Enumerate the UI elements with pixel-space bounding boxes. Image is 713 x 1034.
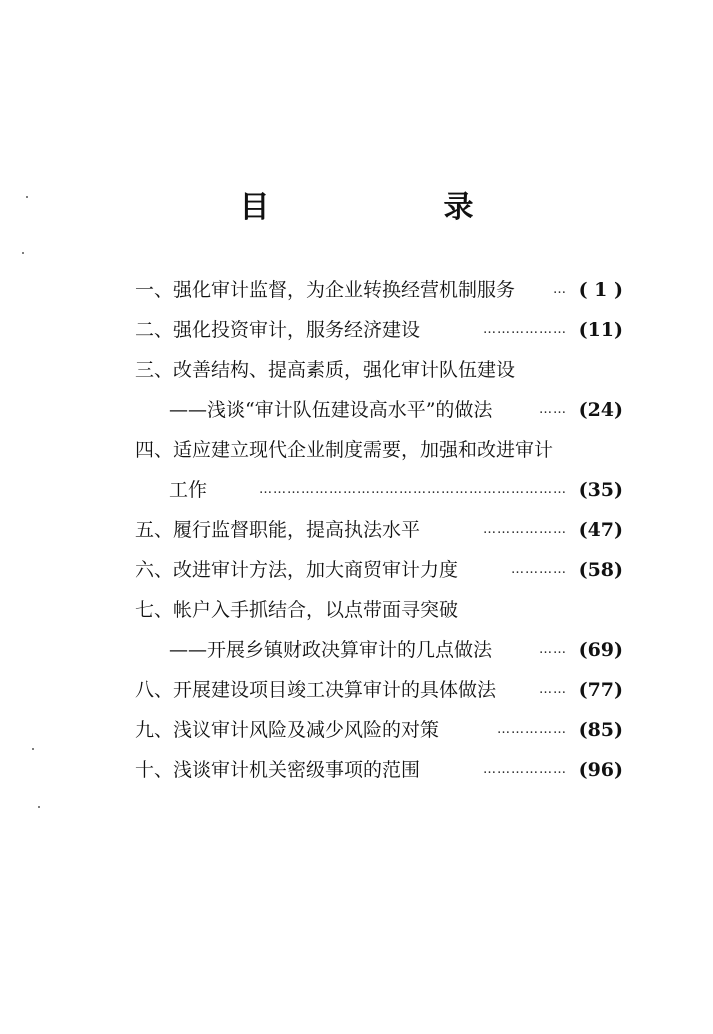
toc-entry-subtitle: ——开展乡镇财政决算审计的几点做法 <box>169 639 493 661</box>
toc-page-number: (35) <box>575 470 623 510</box>
toc-leader-dots: …… <box>539 402 567 417</box>
toc-entry-2[interactable] <box>135 310 623 350</box>
scan-speck <box>26 196 28 198</box>
toc-page-number: (47) <box>575 510 623 550</box>
page-title: 目 录 <box>239 190 546 225</box>
toc-leader-dots: …………… <box>497 722 567 737</box>
toc-page-number: ( 1 ) <box>575 270 623 310</box>
toc-entry-8[interactable] <box>135 670 623 710</box>
toc-entry-title: 四、适应建立现代企业制度需要，加强和改进审计 <box>135 439 554 461</box>
toc-entry-title: 九、浅议审计风险及减少风险的对策 <box>135 719 440 741</box>
toc-leader-dots: ………………………………………………………… <box>259 482 567 497</box>
toc-entry-title: 八、开展建设项目竣工决算审计的具体做法 <box>135 679 497 701</box>
toc-leader-dots: ……………… <box>483 522 567 537</box>
toc-entry-title: 七、帐户入手抓结合，以点带面寻突破 <box>135 599 459 621</box>
toc-entry-7-subtitle[interactable] <box>135 630 623 670</box>
toc-entry-title-continuation: 工作 <box>169 479 208 501</box>
toc-entry-title: 一、强化审计监督，为企业转换经营机制服务 <box>135 279 516 301</box>
toc-page-number: (58) <box>575 550 623 590</box>
scan-speck <box>22 252 24 254</box>
toc-entry-4-continuation[interactable] <box>135 470 623 510</box>
toc-page-number: (69) <box>575 630 623 670</box>
toc-entry-5[interactable] <box>135 510 623 550</box>
toc-entry-6[interactable] <box>135 550 623 590</box>
toc-entry-subtitle: ——浅谈“审计队伍建设高水平”的做法 <box>169 399 493 421</box>
toc-entry-3[interactable] <box>135 350 623 390</box>
toc-entry-title: 三、改善结构、提高素质，强化审计队伍建设 <box>135 359 516 381</box>
toc-page-number: (24) <box>575 390 623 430</box>
toc-leader-dots: …… <box>539 642 567 657</box>
toc-entry-9[interactable] <box>135 710 623 750</box>
toc-page-number: (11) <box>575 310 623 350</box>
toc-leader-dots: … <box>553 282 567 297</box>
toc-entry-title: 二、强化投资审计，服务经济建设 <box>135 319 421 341</box>
toc-page-number: (85) <box>575 710 623 750</box>
toc-leader-dots: ……………… <box>483 762 567 777</box>
toc-entry-10[interactable] <box>135 750 623 790</box>
toc-page-number: (96) <box>575 750 623 790</box>
toc-entry-title: 五、履行监督职能，提高执法水平 <box>135 519 421 541</box>
toc-page-number: (77) <box>575 670 623 710</box>
toc-entry-title: 六、改进审计方法，加大商贸审计力度 <box>135 559 459 581</box>
toc-leader-dots: ………… <box>511 562 567 577</box>
toc-entry-3-subtitle[interactable] <box>135 390 623 430</box>
toc-entry-7[interactable] <box>135 590 623 630</box>
scan-speck <box>32 748 34 750</box>
toc-leader-dots: …… <box>539 682 567 697</box>
toc-entry-4[interactable] <box>135 430 623 470</box>
table-of-contents <box>135 270 623 790</box>
toc-entry-1[interactable] <box>135 270 623 310</box>
toc-entry-title: 十、浅谈审计机关密级事项的范围 <box>135 759 421 781</box>
toc-leader-dots: ……………… <box>483 322 567 337</box>
scan-speck <box>38 806 40 808</box>
